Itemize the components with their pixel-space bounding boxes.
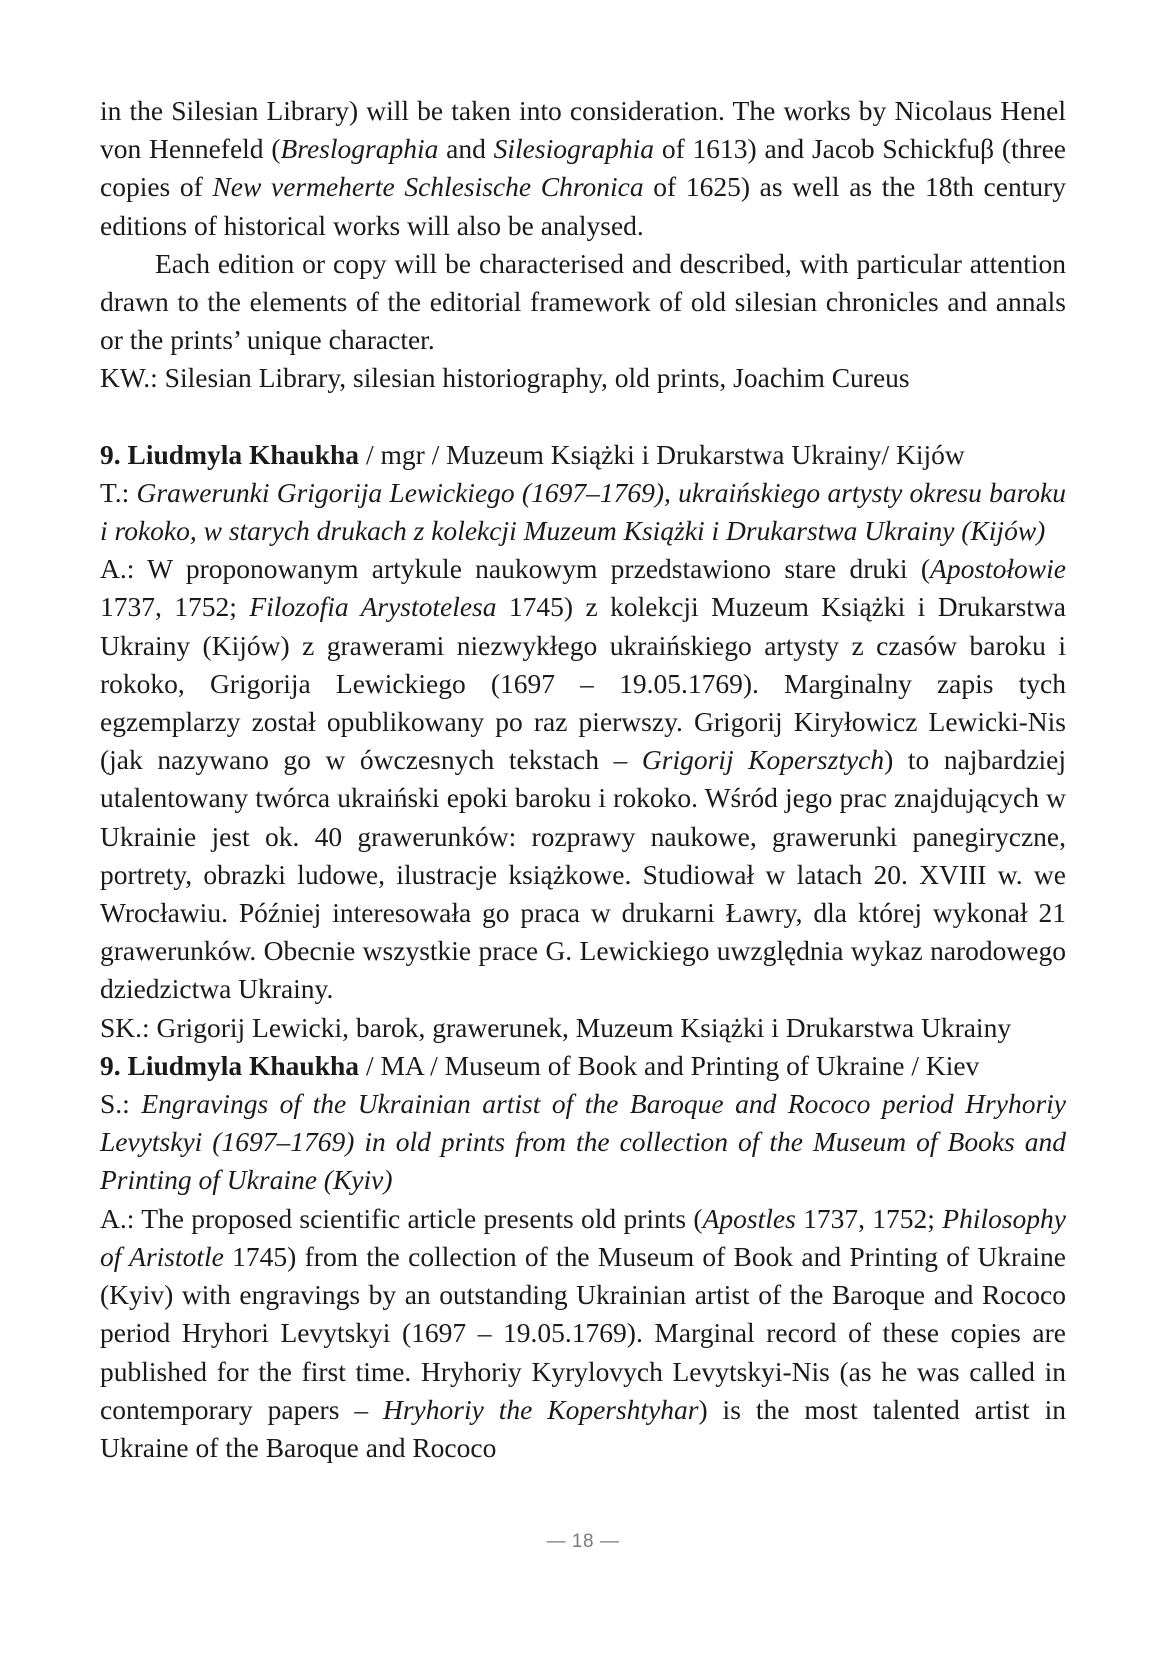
- author-affiliation: / MA / Museum of Book and Printing of Ukraine / Kiev: [359, 1049, 980, 1081]
- text-run: 1745) z kolekcji Muzeum Książki i Drukarstwa Ukrainy (Kijów) z grawerami niezwykłego ukraińskiego artysty z czasów baroku i rokoko, Grigorija Lewickiego (1697 – 19.05.1769). Marginalny zapis tych egzemplarzy został opublikowany po raz pierwszy. Grigorij Kiryłowicz Lewicki-Nis (jak nazywano go w ówczesnych tekstach –: [100, 591, 1067, 776]
- spacer: [100, 398, 1066, 436]
- paragraph-description: Each edition or copy will be characterised and described, with particular attention drawn to the elements of the editorial framework of old silesian chronicles and annals or the prints’ unique character.: [100, 247, 1066, 356]
- text-run: of 1613) and Jacob Schickfuβ (three copies of: [100, 133, 1066, 203]
- title-prefix: T.:: [100, 476, 137, 508]
- book-title: Apostołowie: [930, 553, 1066, 585]
- text-run: and: [438, 133, 494, 165]
- text-run: 1745) from the collection of the Museum of Book and Printing of Ukraine (Kyiv) with engravings by an outstanding Ukrainian artist of the Baroque and Rococo period Hryhori Levytskyi (1697 – 19.05.1769). Marginal record of these copies are published for the first time. Hryhoriy Kyrylovych Levytskyi-Nis (as he was called in contemporary papers –: [100, 1240, 1066, 1425]
- paragraph-continuation: [100, 92, 1066, 245]
- keywords-en: KW.: Silesian Library, silesian historiography, old prints, Joachim Cureus: [100, 362, 910, 394]
- abstract-pl: [100, 550, 1066, 1008]
- text-run: ) is the most talented artist in Ukraine of the Baroque and Rococo: [100, 1393, 1066, 1463]
- text-run: A.: W proponowanym artykule naukowym przedstawiono stare druki (: [100, 553, 931, 585]
- artist-name: Hryhoriy the Kopershtyhar: [382, 1393, 699, 1425]
- text-run: of 1625) as well as the 18th century editions of historical works will also be analysed.: [100, 171, 1066, 241]
- author-name: 9. Liudmyla Khaukha: [100, 1049, 360, 1081]
- text-run: 1737, 1752;: [795, 1202, 943, 1234]
- title-text: Engravings of the Ukrainian artist of the Baroque and Rococo period Hryhoriy Levytskyi (1697–1769) in old prints from the collection of the Museum of Books and Printing of Ukraine (Kyiv): [100, 1088, 1067, 1196]
- book-title: Filozofia Arystotelesa: [249, 591, 497, 623]
- text-run: ) to najbardziej utalentowany twórca ukraiński epoki baroku i rokoko. Wśród jego prac znajdujących w Ukrainie jest ok. 40 grawerunków: rozprawy naukowe, grawerunki panegiryczne, portrety, obrazki ludowe, ilustracje książkowe. Studiował w latach 20. XVIII w. we Wrocławiu. Później interesowała go praca w drukarni Ławry, dla której wykonał 21 grawerunków. Obecnie wszystkie prace G. Lewickiego uwzględnia wykaz narodowego dziedzictwa Ukrainy.: [100, 744, 1067, 1005]
- author-affiliation: / mgr / Muzeum Książki i Drukarstwa Ukrainy/ Kijów: [359, 438, 965, 470]
- abstract-en: [100, 1200, 1066, 1467]
- article-title-en: [100, 1085, 1066, 1200]
- book-title: Philosophy of Aristotle: [100, 1202, 1067, 1272]
- page-number: — 18 —: [546, 1531, 620, 1552]
- text-run: A.: The proposed scientific article presents old prints (: [100, 1202, 703, 1234]
- book-title: Apostles: [702, 1202, 796, 1234]
- article-title-pl: [100, 474, 1066, 550]
- text-run: 1737, 1752;: [100, 591, 250, 623]
- author-name: 9. Liudmyla Khaukha: [100, 438, 360, 470]
- artist-name: Grigorij Kopersztych: [641, 744, 885, 776]
- book-title: Silesiographia: [493, 133, 655, 165]
- title-text: Grawerunki Grigorija Lewickiego (1697–1769), ukraińskiego artysty okresu baroku i rokoko, w starych drukach z kolekcji Muzeum Książki i Drukarstwa Ukrainy (Kijów): [100, 476, 1066, 547]
- text-run: in the Silesian Library) will be taken into consideration. The works by Nicolaus Henel von Hennefeld (: [100, 95, 1066, 165]
- author-line-en: [100, 1047, 1066, 1085]
- author-line-pl: [100, 436, 1066, 474]
- book-title: New vermeherte Schlesische Chronica: [212, 171, 644, 203]
- title-prefix: S.:: [100, 1088, 142, 1120]
- book-title: Breslographia: [280, 133, 439, 165]
- document-body: [100, 92, 1066, 1467]
- keywords-pl: SK.: Grigorij Lewicki, barok, grawerunek, Muzeum Książki i Drukarstwa Ukrainy: [100, 1011, 1012, 1043]
